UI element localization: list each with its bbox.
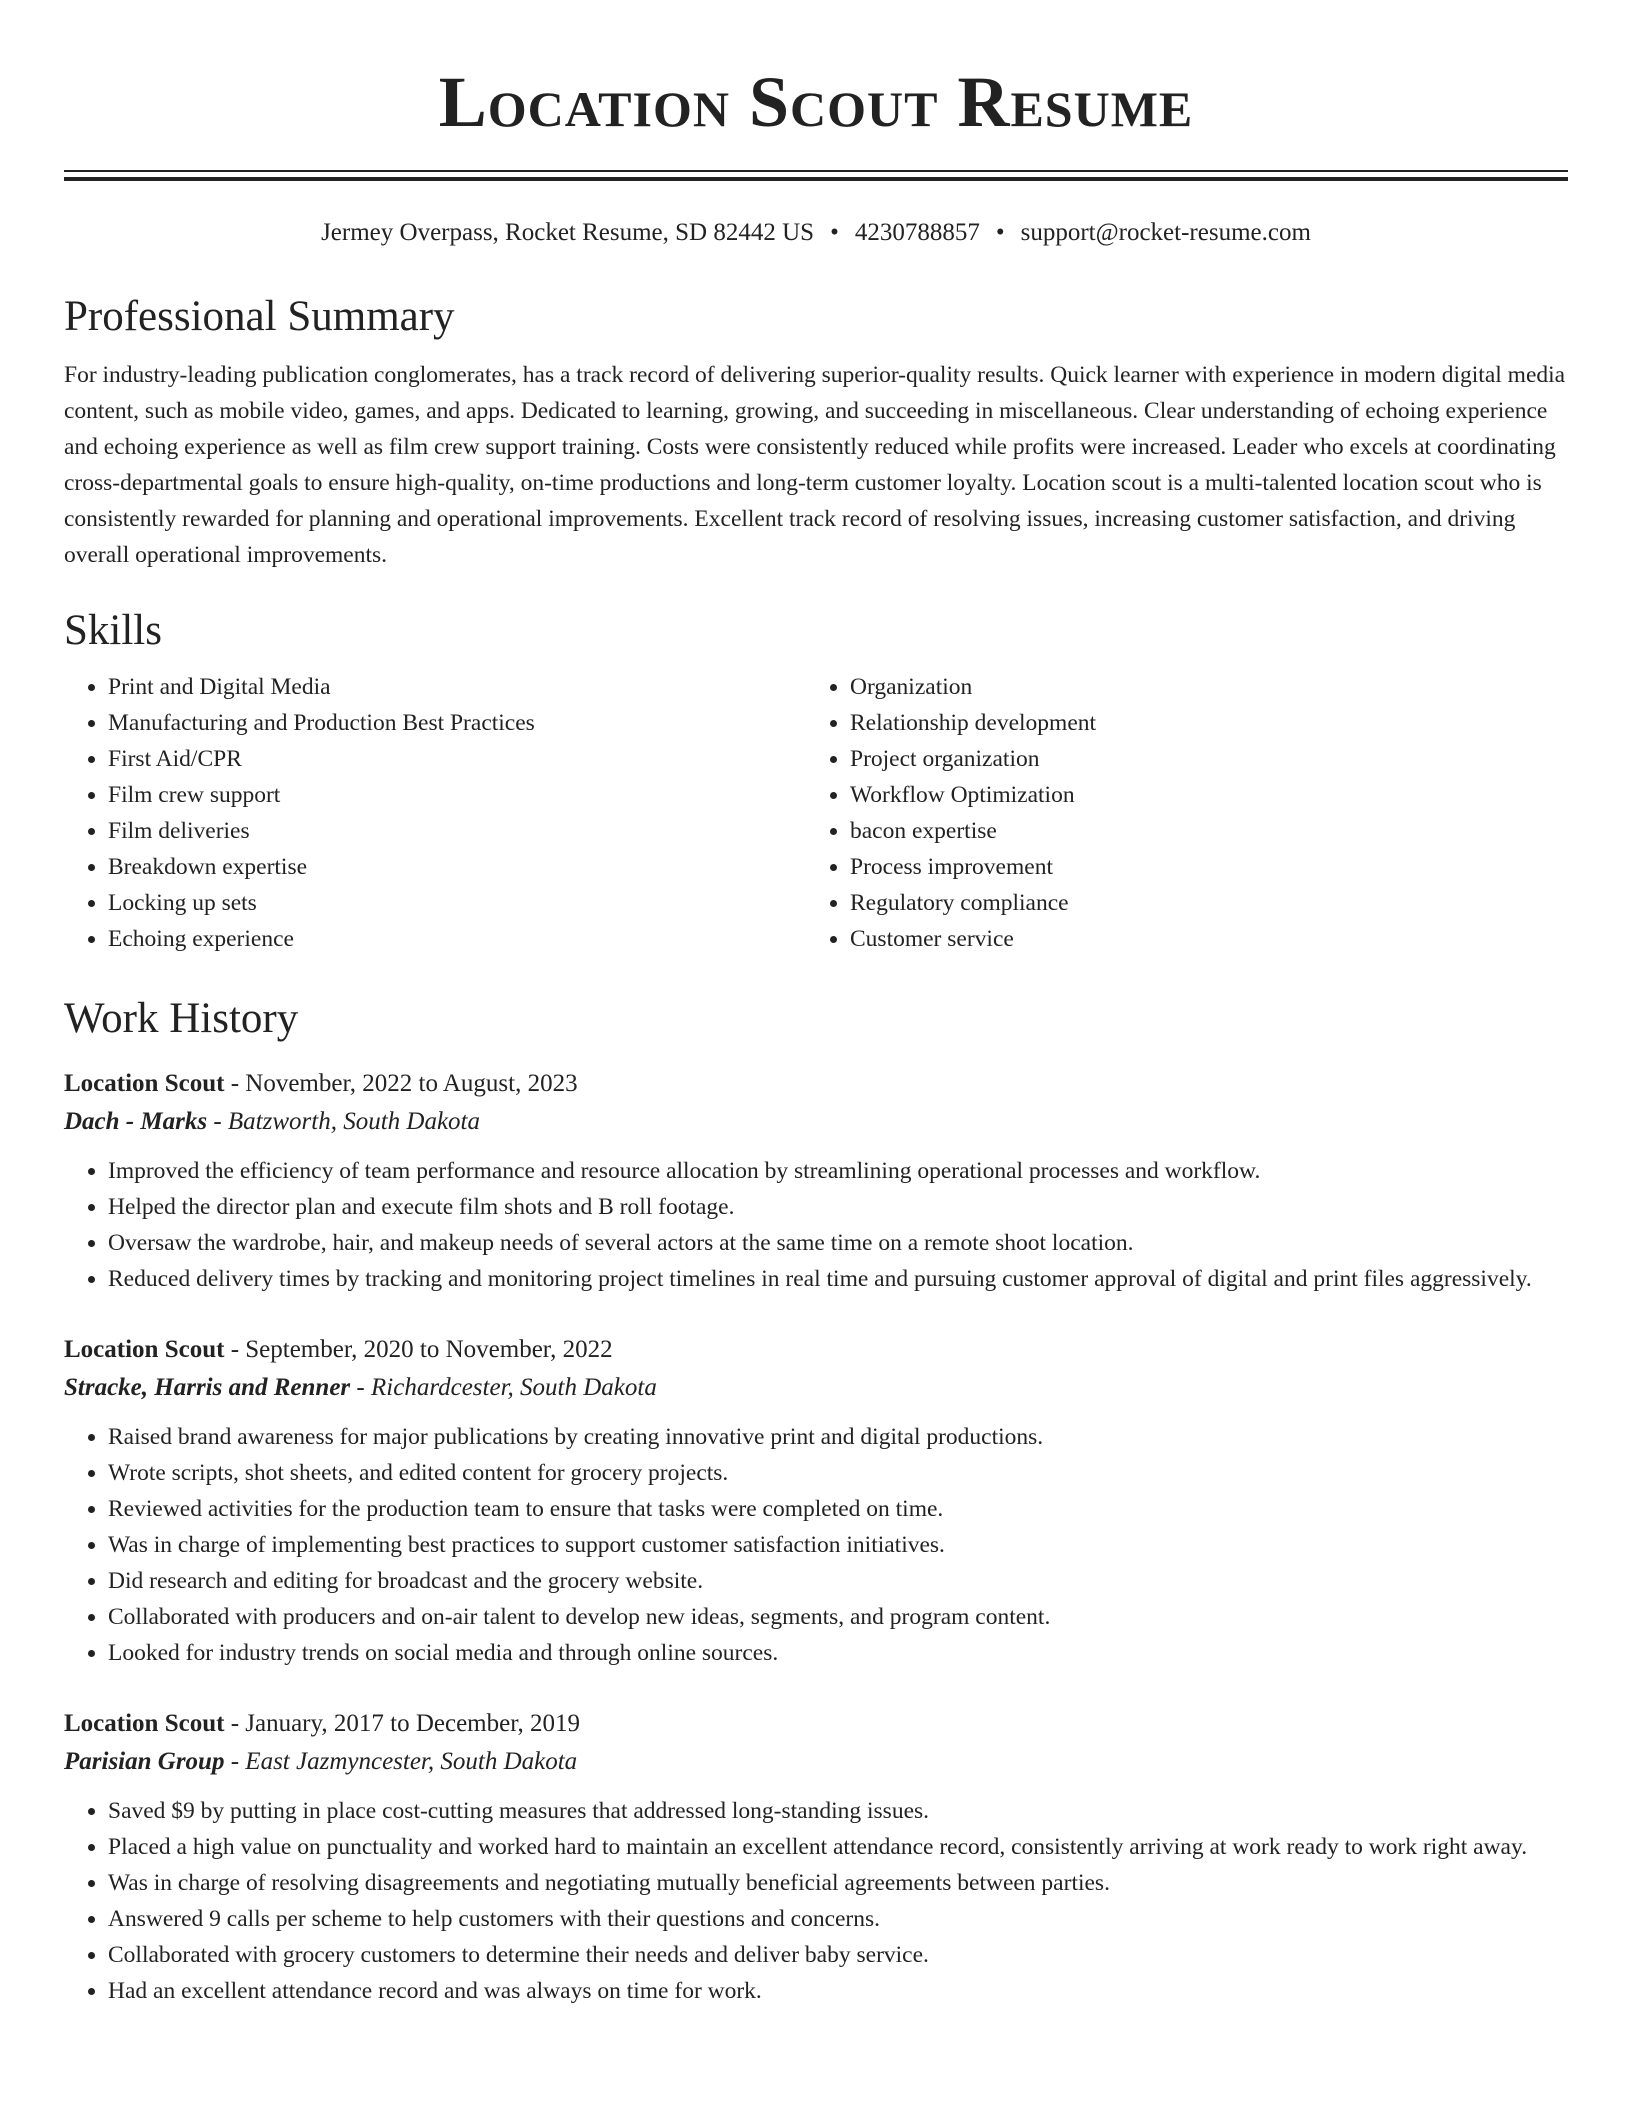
- skill-item: • Process improvement: [850, 849, 1548, 885]
- job-bullet: • Improved the efficiency of team performance and resource allocation by streamlining operational processes and workflow.: [108, 1153, 1568, 1189]
- job-bullet: • Reviewed activities for the production team to ensure that tasks were completed on time.: [108, 1491, 1568, 1527]
- job-role: Location Scout: [64, 1710, 225, 1737]
- work-history-heading: Work History: [64, 995, 299, 1042]
- job-bullets: [64, 1419, 1568, 1671]
- skill-item: • Breakdown expertise: [108, 849, 806, 885]
- skill-item: • Customer service: [850, 921, 1548, 957]
- skill-item: • First Aid/CPR: [108, 741, 806, 777]
- skill-item: • Relationship development: [850, 705, 1548, 741]
- skill-item: • Workflow Optimization: [850, 777, 1548, 813]
- job-bullet: • Collaborated with producers and on-air talent to develop new ideas, segments, and program content.: [108, 1599, 1568, 1635]
- skills-column-right: [806, 669, 1548, 957]
- skill-item: • Project organization: [850, 741, 1548, 777]
- job-company-line: Dach - Marks - Batzworth, South Dakota: [64, 1108, 480, 1135]
- job-bullet: • Did research and editing for broadcast and the grocery website.: [108, 1563, 1568, 1599]
- contact-phone: 4230788857: [854, 219, 980, 246]
- job-bullet: • Reduced delivery times by tracking and monitoring project timelines in real time and pursuing customer approval of digital and print files aggressively.: [108, 1261, 1568, 1297]
- job-dates: November, 2022 to August, 2023: [245, 1070, 578, 1097]
- job-title-line: Location Scout - September, 2020 to November, 2022: [64, 1336, 613, 1363]
- job-bullet: • Was in charge of implementing best practices to support customer satisfaction initiatives.: [108, 1527, 1568, 1563]
- contact-address: Jermey Overpass, Rocket Resume, SD 82442 US: [321, 219, 815, 246]
- job-bullet: • Had an excellent attendance record and was always on time for work.: [108, 1973, 1568, 2009]
- job-bullet: • Answered 9 calls per scheme to help customers with their questions and concerns.: [108, 1901, 1568, 1937]
- job-entry: [64, 1331, 1568, 1671]
- contact-email: support@rocket-resume.com: [1020, 219, 1311, 246]
- contact-separator: •: [995, 219, 1005, 246]
- skill-item: • Locking up sets: [108, 885, 806, 921]
- skills-column-left: [64, 669, 806, 957]
- summary-heading: Professional Summary: [64, 293, 455, 340]
- job-bullet: • Oversaw the wardrobe, hair, and makeup needs of several actors at the same time on a remote shoot location.: [108, 1225, 1568, 1261]
- job-bullets: [64, 1153, 1568, 1297]
- contact-separator: •: [830, 219, 839, 246]
- job-bullet: • Wrote scripts, shot sheets, and edited content for grocery projects.: [108, 1455, 1568, 1491]
- job-bullet: • Was in charge of resolving disagreements and negotiating mutually beneficial agreements between parties.: [108, 1865, 1568, 1901]
- job-role: Location Scout: [64, 1070, 225, 1097]
- title-divider-thick: [64, 177, 1568, 181]
- job-bullets: [64, 1793, 1568, 2009]
- contact-line: [64, 217, 1568, 249]
- title-divider-thin: [64, 170, 1568, 172]
- job-bullet: • Saved $9 by putting in place cost-cutting measures that addressed long-standing issues.: [108, 1793, 1568, 1829]
- summary-text: For industry-leading publication conglomerates, has a track record of delivering superior-quality results. Quick learner with experience in modern digital media content, such as mobile video, games, and apps. Dedicated to learning, growing, and succeeding in miscellaneous. Clear understanding of echoing experience and echoing experience as well as film crew support training. Costs were consistently reduced while profits were increased. Leader who excels at coordinating cross-departmental goals to ensure high-quality, on-time productions and long-term customer loyalty. Location scout is a multi-talented location scout who is consistently rewarded for planning and operational improvements. Excellent track record of resolving issues, increasing customer satisfaction, and driving overall operational improvements.: [64, 362, 1566, 568]
- skill-item: • Regulatory compliance: [850, 885, 1548, 921]
- job-bullet: • Placed a high value on punctuality and worked hard to maintain an excellent attendance record, consistently arriving at work ready to work right away.: [108, 1829, 1568, 1865]
- job-bullet: • Helped the director plan and execute film shots and B roll footage.: [108, 1189, 1568, 1225]
- skill-item: • Film crew support: [108, 777, 806, 813]
- job-dates: September, 2020 to November, 2022: [245, 1336, 613, 1363]
- job-role: Location Scout: [64, 1336, 225, 1363]
- job-company: Stracke, Harris and Renner: [64, 1374, 351, 1401]
- job-bullet: • Raised brand awareness for major publications by creating innovative print and digital productions.: [108, 1419, 1568, 1455]
- job-location: Richardcester, South Dakota: [371, 1374, 657, 1401]
- skill-item: • Echoing experience: [108, 921, 806, 957]
- resume-title: Location Scout Resume: [438, 62, 1194, 142]
- skill-item: • Film deliveries: [108, 813, 806, 849]
- job-title-line: Location Scout - January, 2017 to December, 2019: [64, 1710, 581, 1737]
- skill-item: • bacon expertise: [850, 813, 1548, 849]
- job-company: Parisian Group: [64, 1748, 225, 1775]
- job-bullet: • Collaborated with grocery customers to determine their needs and deliver baby service.: [108, 1937, 1568, 1973]
- job-location: East Jazmyncester, South Dakota: [245, 1748, 578, 1775]
- skill-item: • Manufacturing and Production Best Practices: [108, 705, 806, 741]
- skill-item: • Organization: [850, 669, 1548, 705]
- job-dates: January, 2017 to December, 2019: [245, 1710, 581, 1737]
- job-title-line: Location Scout - November, 2022 to August, 2023: [64, 1070, 578, 1097]
- job-company: Dach - Marks: [64, 1108, 208, 1135]
- job-bullet: • Looked for industry trends on social media and through online sources.: [108, 1635, 1568, 1671]
- job-company-line: Parisian Group - East Jazmyncester, South Dakota: [64, 1748, 578, 1775]
- skill-item: • Print and Digital Media: [108, 669, 806, 705]
- job-company-line: Stracke, Harris and Renner - Richardcester, South Dakota: [64, 1374, 657, 1401]
- skills-list: [64, 669, 1568, 957]
- job-entry: [64, 1705, 1568, 2009]
- job-location: Batzworth, South Dakota: [227, 1108, 480, 1135]
- job-entry: [64, 1065, 1568, 1297]
- skills-heading: Skills: [64, 607, 162, 654]
